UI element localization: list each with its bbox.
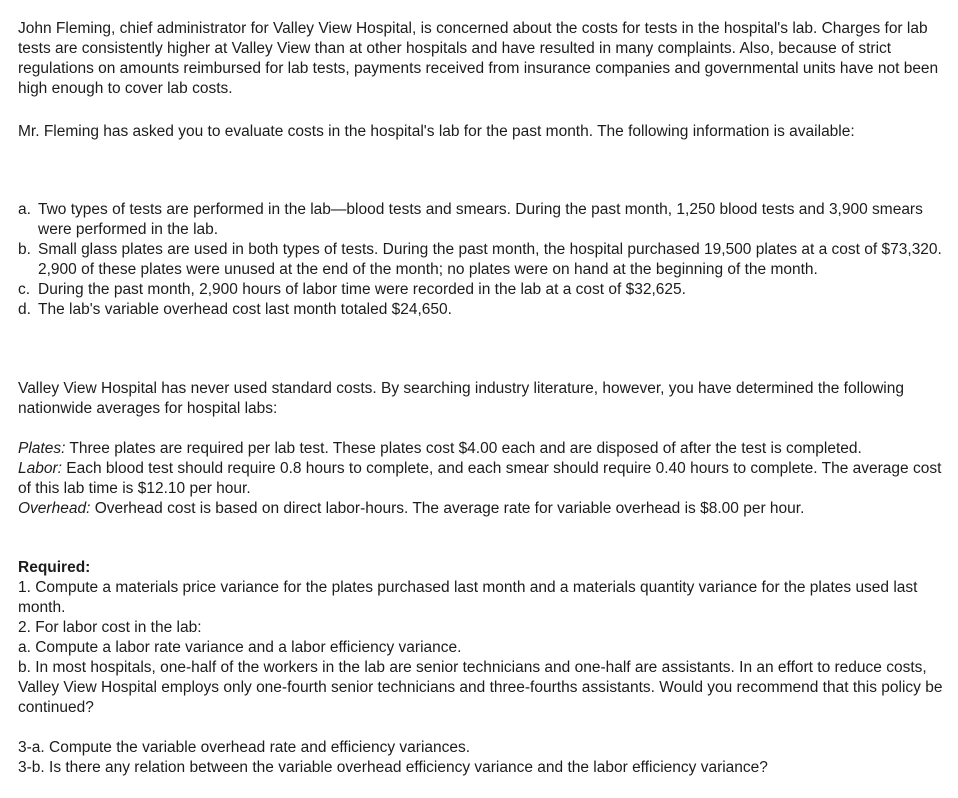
list-item-text: During the past month, 2,900 hours of labor time were recorded in the lab at a cost of $32,625. (38, 281, 686, 298)
labor-label: Labor: (18, 460, 62, 477)
list-item (18, 280, 948, 300)
requirement-line: 3-a. Compute the variable overhead rate and efficiency variances. (18, 739, 471, 756)
overhead-label: Overhead: (18, 500, 91, 517)
labor-norm (18, 459, 948, 499)
requirement-line: 2. For labor cost in the lab: (18, 619, 202, 636)
requirement-line: a. Compute a labor rate variance and a labor efficiency variance. (18, 639, 462, 656)
list-item-text: Small glass plates are used in both types of tests. During the past month, the hospital purchased 19,500 plates at a cost of $73,320. 2,900 of these plates were unused at the end of the month; no plates were on hand at the beginning of the month. (38, 241, 942, 278)
list-item (18, 200, 948, 240)
requirement-3-section (18, 738, 948, 778)
list-item (18, 300, 948, 320)
overhead-norm (18, 499, 948, 519)
requirement-line: 3-b. Is there any relation between the variable overhead efficiency variance and the labor efficiency variance? (18, 759, 768, 776)
list-marker: b. (18, 241, 31, 258)
list-marker: c. (18, 281, 31, 298)
standards-intro-paragraph: Valley View Hospital has never used standard costs. By searching industry literature, however, you have determined the following nationwide averages for hospital labs: (18, 380, 904, 417)
list-marker: a. (18, 201, 31, 218)
list-item (18, 240, 948, 280)
plates-norm (18, 439, 948, 459)
list-marker: d. (18, 301, 31, 318)
overhead-norm-text: Overhead cost is based on direct labor-hours. The average rate for variable overhead is $8.00 per hour. (90, 500, 805, 517)
intro-paragraph: John Fleming, chief administrator for Valley View Hospital, is concerned about the costs for tests in the hospital's lab. Charges for lab tests are consistently higher at Valley View than at other hospitals and have resulted in many complaints. Also, because of strict regulations on amounts reimbursed for lab tests, payments received from insurance companies and governmental units have not been high enough to cover lab costs. (18, 20, 939, 97)
evaluation-request-paragraph: Mr. Fleming has asked you to evaluate costs in the hospital's lab for the past month. The following information is available: (18, 123, 855, 140)
requirement-line: 1. Compute a materials price variance for the plates purchased last month and a materials quantity variance for the plates used last month. (18, 579, 918, 616)
labor-norm-text: Each blood test should require 0.8 hours to complete, and each smear should require 0.40 hours to complete. The average cost of this lab time is $12.10 per hour. (18, 460, 942, 497)
list-item-text: Two types of tests are performed in the lab—blood tests and smears. During the past month, 1,250 blood tests and 3,900 smears were performed in the lab. (38, 201, 923, 238)
plates-norm-text: Three plates are required per lab test. These plates cost $4.00 each and are disposed of after the test is completed. (65, 440, 862, 457)
requirement-line: b. In most hospitals, one-half of the workers in the lab are senior technicians and one-half are assistants. In an effort to reduce costs, Valley View Hospital employs only one-fourth senior technicians and three-fourths assistants. Would you recommend that this policy be continued? (18, 659, 943, 716)
lab-information-list (18, 200, 948, 320)
required-heading: Required: (18, 559, 91, 576)
plates-label: Plates: (18, 440, 66, 457)
list-item-text: The lab's variable overhead cost last month totaled $24,650. (38, 301, 452, 318)
nationwide-averages (18, 439, 948, 519)
required-section (18, 558, 948, 718)
